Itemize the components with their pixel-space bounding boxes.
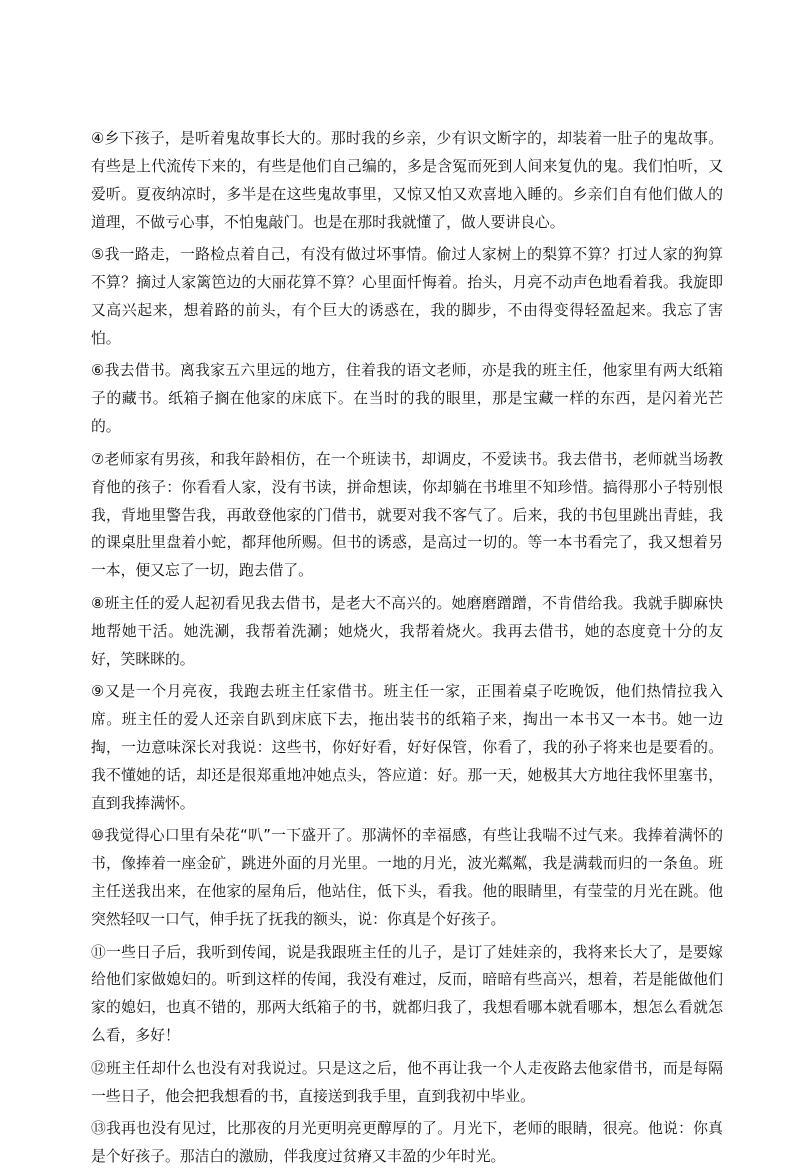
paragraph-text: 又是一个月亮夜，我跑去班主任家借书。班主任一家，正围着桌子吃晚饭，他们热情拉我入席。班主任的爱人还亲自趴到床底下去，拖出装书的纸箱子来，掏出一本书又一本书。她一边掏，一边意味深长对我说：这些书，你好好看，好好保管，你看了，我的孙子将来也是要看的。我不懂她的话，却还是很郑重地冲她点头，答应道：好。那一天，她极其大方地往我怀里塞书，直到我捧满怀。 [91,683,723,812]
paragraph-text: 我一路走，一路检点着自己，有没有做过坏事情。偷过人家树上的梨算不算？打过人家的狗算不算？摘过人家篱笆边的大丽花算不算？心里面忏悔着。抬头，月亮不动声色地看着我。我旋即又高兴起来，想着路的前头，有个巨大的诱惑在，我的脚步，不由得变得轻盈起来。我忘了害怕。 [91,246,723,347]
paragraph-7 [91,446,723,586]
paragraph-9 [91,678,723,818]
paragraph-number: ⑩ [91,827,105,845]
paragraph-8 [91,590,723,674]
paragraph-number: ⑬ [91,1120,107,1138]
paragraph-number: ⑫ [91,1059,107,1077]
paragraph-number: ④ [91,130,105,147]
paragraph-text: 班主任的爱人起初看见我去借书，是老大不高兴的。她磨磨蹭蹭，不肯借给我。我就手脚麻快地帮她干活。她洗涮，我帮着洗涮；她烧火，我帮着烧火。我再去借书，她的态度竟十分的友好，笑眯眯的。 [91,594,723,668]
paragraph-text: 我觉得心口里有朵花“叭”一下盛开了。那满怀的幸福感，有些让我喘不过气来。我捧着满怀的书，像捧着一座金矿，跳进外面的月光里。一地的月光，波光粼粼，我是满载而归的一条鱼。班主任送我出来，在他家的屋角后，他站住，低下头，看我。他的眼睛里，有莹莹的月光在跳。他突然轻叹一口气，伸手抚了抚我的额头，说：你真是个好孩子。 [91,827,723,929]
paragraph-number: ⑨ [91,683,105,701]
article-body [91,125,723,1176]
paragraph-13 [91,1115,723,1171]
paragraph-number: ⑪ [91,943,107,961]
paragraph-12 [91,1055,723,1111]
paragraph-number: ⑤ [91,246,105,264]
paragraph-text: 老师家有男孩，和我年龄相仿，在一个班读书，却调皮，不爱读书。我去借书，老师就当场教育他的孩子：你看看人家，没有书读，拼命想读，你却躺在书堆里不知珍惜。搞得那小子特别恨我，背地里警告我，再敢登他家的门借书，就要对我不客气了。后来，我的书包里跳出青蛙，我的课桌肚里盘着小蛇，都拜他所赐。但书的诱惑，是高过一切的。等一本书看完了，我又想着另一本，便又忘了一切，跑去借了。 [91,450,723,580]
paragraph-text: 乡下孩子，是听着鬼故事长大的。那时我的乡亲，少有识文断字的，却装着一肚子的鬼故事。有些是上代流传下来的，有些是他们自己编的，多是含冤而死到人间来复仇的鬼。我们怕听，又爱听。夏夜纳凉时，多半是在这些鬼故事里，又惊又怕又欢喜地入睡的。乡亲们自有他们做人的道理，不做亏心事，不怕鬼敲门。也是在那时我就懂了，做人要讲良心。 [91,130,723,231]
paragraph-11 [91,939,723,1051]
paragraph-number: ⑧ [91,594,105,612]
paragraph-5 [91,241,723,353]
paragraph-number: ⑥ [91,362,105,380]
paragraph-text: 我去借书。离我家五六里远的地方，住着我的语文老师，亦是我的班主任，他家里有两大纸箱子的藏书。纸箱子搁在他家的床底下。在当时的我的眼里，那是宝藏一样的东西，是闪着光芒的。 [91,362,723,436]
paragraph-text: 班主任却什么也没有对我说过。只是这之后，他不再让我一个人走夜路去他家借书，而是每隔一些日子，他会把我想看的书，直接送到我手里，直到我初中毕业。 [91,1059,723,1105]
paragraph-text: 一些日子后，我听到传闻，说是我跟班主任的儿子，是订了娃娃亲的，我将来长大了，是要嫁给他们家做媳妇的。听到这样的传闻，我没有难过，反而，暗暗有些高兴，想着，若是能做他们家的媳妇，也真不错的，那两大纸箱子的书，就都归我了，我想看哪本就看哪本，想怎么看就怎么看，多好！ [91,943,723,1045]
paragraph-6 [91,357,723,441]
paragraph-4 [91,125,723,237]
paragraph-10 [91,822,723,934]
paragraph-text: 我再也没有见过，比那夜的月光更明亮更醇厚的了。月光下，老师的眼睛，很亮。他说：你真是个好孩子。那洁白的激励，伴我度过贫瘠又丰盈的少年时光。 [91,1120,723,1166]
paragraph-number: ⑦ [91,450,105,468]
